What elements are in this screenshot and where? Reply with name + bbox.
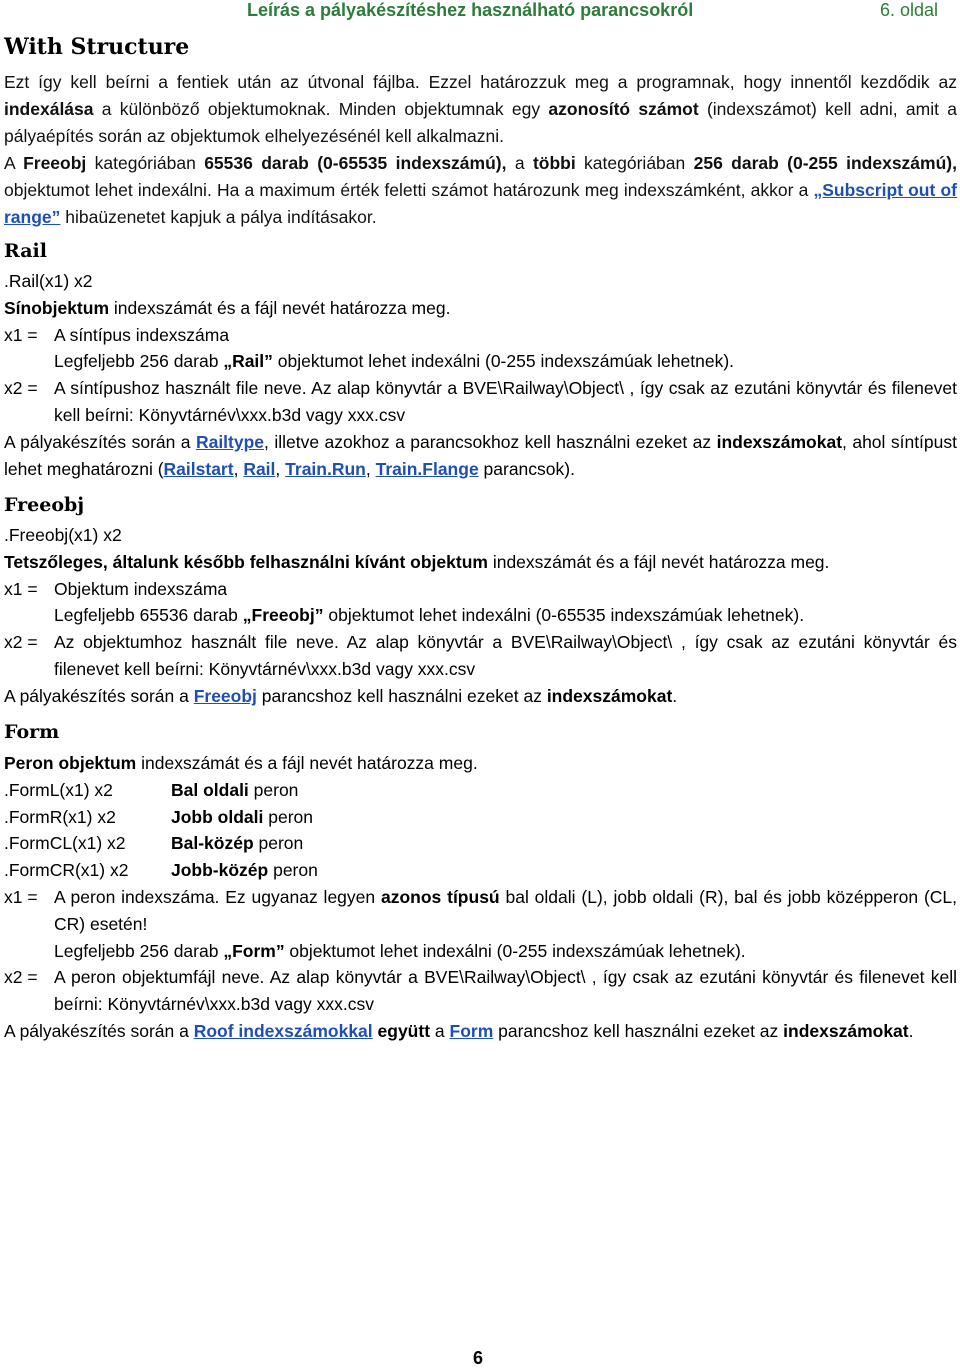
train-run-link[interactable]: Train.Run	[285, 458, 366, 479]
rail-description: Sínobjektum indexszámát és a fájl nevét határozza meg.	[4, 297, 451, 318]
freeobj-command: .Freeobj(x1) x2	[4, 525, 122, 545]
railstart-link[interactable]: Railstart	[163, 458, 234, 479]
train-flange-link[interactable]: Train.Flange	[375, 458, 479, 479]
section-heading-form: Form	[4, 721, 60, 743]
header-page-label: 6. oldal	[880, 0, 939, 20]
form-command-center-left: .FormCL(x1) x2 Bal-közép peron	[4, 833, 304, 854]
form-command-right: .FormR(x1) x2 Jobb oldali peron	[4, 806, 313, 827]
freeobj-param-x1-limit: Legfeljebb 65536 darab „Freeobj” objektumot lehet indexálni (0-65535 indexszámúak lehetnek).	[54, 605, 805, 626]
form-command-left: .FormL(x1) x2 Bal oldali peron	[4, 779, 299, 800]
freeobj-link[interactable]: Freeobj	[193, 685, 257, 706]
rail-note: A pályakészítés során a Railtype, illetve azokhoz a parancsokhoz kell használni ezeket az indexszámokat, ahol síntípust lehet meghatározni (Railstart, Rail, Train.Run, Train.Flange parancsok).	[4, 431, 957, 479]
freeobj-section	[4, 522, 957, 710]
roof-index-link[interactable]: Roof indexszámokkal	[193, 1020, 373, 1041]
intro-text	[4, 69, 957, 231]
form-description: Peron objektum indexszámát és a fájl nevét határozza meg.	[4, 753, 478, 773]
section-heading-rail: Rail	[4, 240, 47, 262]
rail-command: .Rail(x1) x2	[4, 271, 93, 291]
form-section	[4, 750, 957, 1045]
freeobj-param-x2: x2 = Az objektumhoz használt file neve. Az alap könyvtár a BVE\Railway\Object\ , így csak az ezutáni könyvtár és filenevet kell beírni: Könyvtárnév\xxx.b3d vagy xxx.csv	[4, 632, 957, 679]
rail-link[interactable]: Rail	[243, 458, 276, 479]
form-param-x2: x2 = A peron objektumfájl neve. Az alap könyvtár a BVE\Railway\Object\ , így csak az ezutáni könyvtár és filenevet kell beírni: Könyvtárnév\xxx.b3d vagy xxx.csv	[4, 967, 957, 1015]
form-command-center-right: .FormCR(x1) x2 Jobb-közép peron	[4, 860, 318, 881]
form-link[interactable]: Form	[449, 1020, 494, 1041]
subscript-out-of-range-link[interactable]: „Subscript out of range”	[4, 180, 957, 227]
freeobj-param-x1: x1 = Objektum indexszáma	[4, 578, 228, 599]
header-title: Leírás a pályakészítéshez használható parancsokról	[247, 0, 694, 20]
form-note: A pályakészítés során a Roof indexszámokkal együtt a Form parancshoz kell használni ezeket az indexszámokat.	[4, 1020, 914, 1041]
freeobj-description: Tetszőleges, általunk később felhasználni kívánt objektum indexszámát és a fájl nevét határozza meg.	[4, 551, 830, 572]
freeobj-note: A pályakészítés során a Freeobj parancshoz kell használni ezeket az indexszámokat.	[4, 685, 678, 706]
form-param-x1: x1 = A peron indexszáma. Ez ugyanaz legyen azonos típusú bal oldali (L), jobb oldali (R), bal és jobb középperon (CL, CR) esetén!	[4, 886, 957, 934]
footer-page-number: 6	[473, 1348, 484, 1368]
section-heading-with-structure: With Structure	[4, 34, 190, 60]
intro-paragraph-1: Ezt így kell beírni a fentiek után az útvonal fájlba. Ezzel határozzuk meg a programnak, hogy innentől kezdődik az indexálása a különböző objektumoknak. Minden objektumnak egy azonosító számot (indexszámot) kell adni, amit a pályaépítés során az objektumok elhelyezésénél kell alkalmazni.	[4, 72, 957, 146]
form-param-x1-limit: Legfeljebb 256 darab „Form” objektumot lehet indexálni (0-255 indexszámúak lehetnek).	[54, 940, 746, 961]
rail-param-x2: x2 = A síntípushoz használt file neve. Az alap könyvtár a BVE\Railway\Object\ , így csak az ezutáni könyvtár és filenevet kell beírni: Könyvtárnév\xxx.b3d vagy xxx.csv	[4, 378, 957, 425]
rail-section	[4, 268, 957, 482]
section-heading-freeobj: Freeobj	[4, 494, 85, 516]
rail-param-x1: x1 = A síntípus indexszáma	[4, 324, 230, 345]
rail-param-x1-limit: Legfeljebb 256 darab „Rail” objektumot lehet indexálni (0-255 indexszámúak lehetnek).	[54, 351, 735, 372]
intro-paragraph-2: A Freeobj kategóriában 65536 darab (0-65535 indexszámú), a többi kategóriában 256 darab (0-255 indexszámú), objektumot lehet indexálni. Ha a maximum érték feletti számot határozunk meg indexszámként, akkor a „Subscript out of range” hibaüzenetet kapjuk a pálya indításakor.	[4, 153, 957, 227]
railtype-link[interactable]: Railtype	[195, 431, 265, 452]
